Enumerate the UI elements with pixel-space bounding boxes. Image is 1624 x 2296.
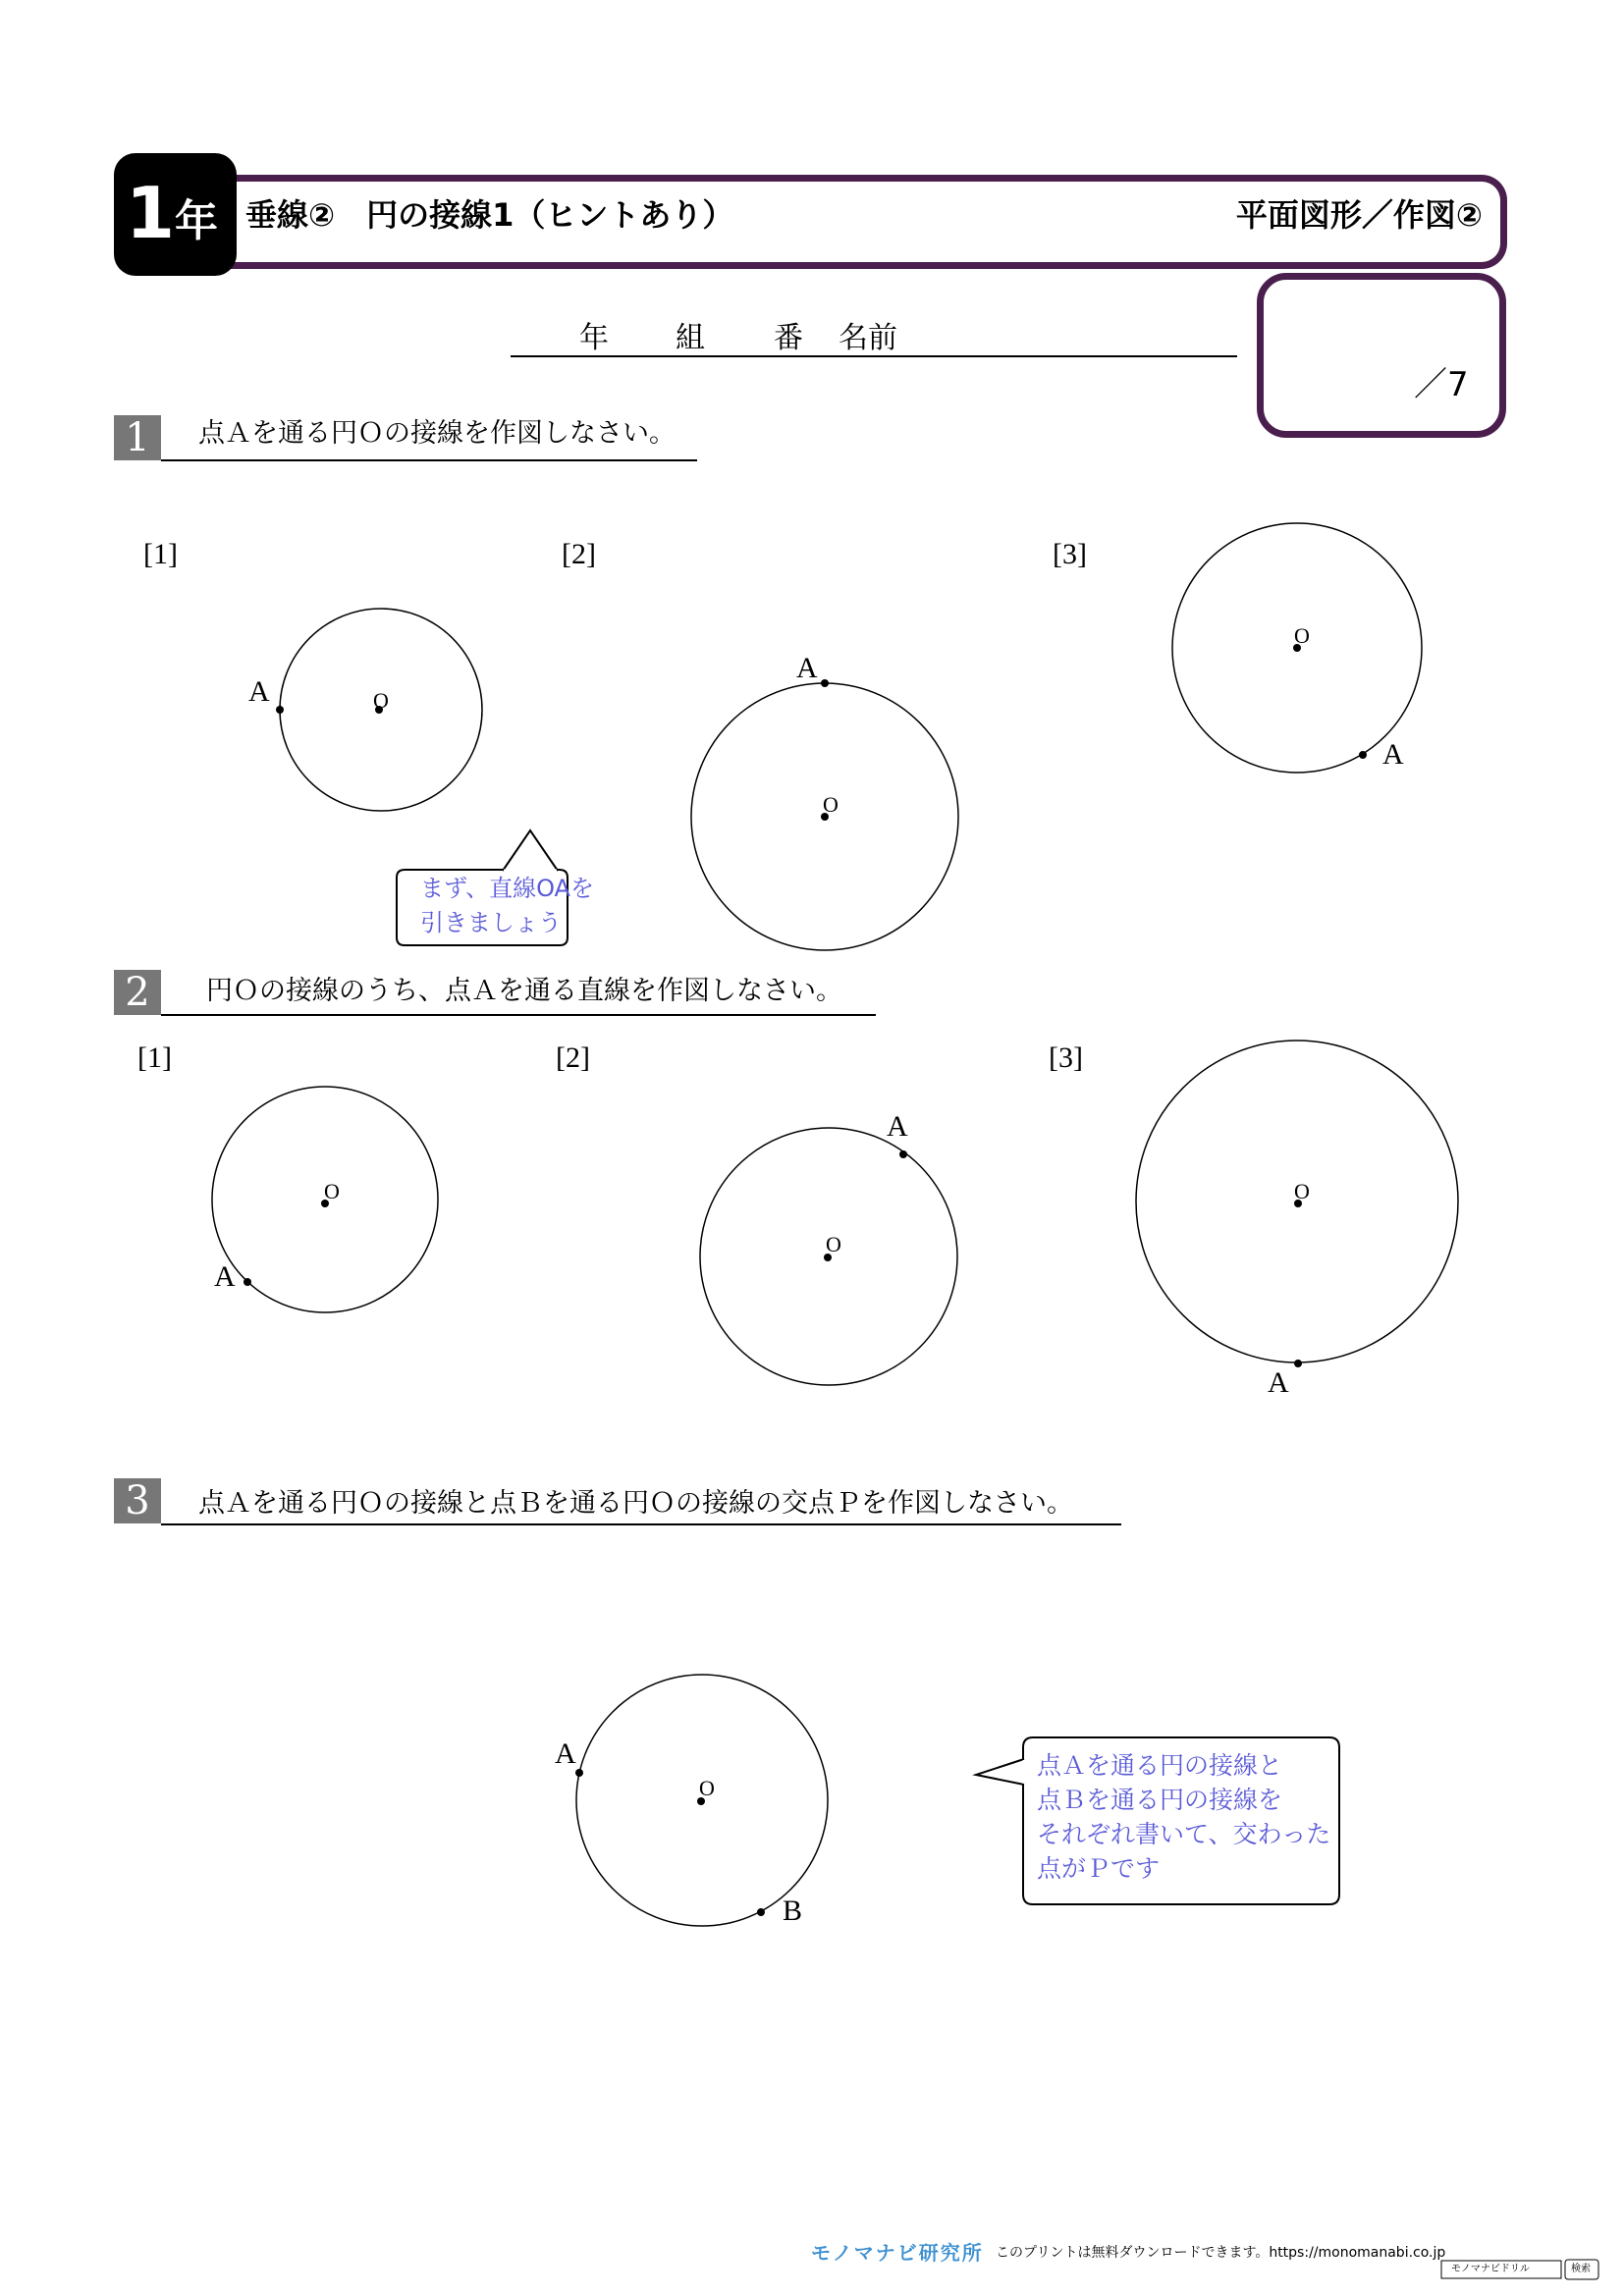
s1-2-point-a-dot bbox=[821, 679, 829, 687]
footer-brand-logo: モノマナビ研究所 bbox=[811, 2241, 984, 2265]
hint-1-text: まず、直線OAを 引きましょう bbox=[420, 875, 594, 936]
s1-item-2-label: [2] bbox=[562, 538, 596, 570]
hint-2-text: 点Ａを通る円の接線と 点Ｂを通る円の接線を それぞれ書いて、交わった 点がＰです bbox=[1037, 1751, 1331, 1883]
section-2-number: 2 bbox=[114, 970, 161, 1015]
hint-bubble-1-tail bbox=[503, 830, 558, 871]
s1-2-center-label: O bbox=[823, 792, 839, 817]
s2-2-center-label: O bbox=[826, 1232, 841, 1256]
s3-point-b-label: B bbox=[783, 1895, 803, 1927]
s2-2-point-a-dot bbox=[899, 1150, 907, 1158]
footer-search-button-text: 検索 bbox=[1571, 2264, 1591, 2274]
s1-1-point-label: A bbox=[248, 675, 270, 708]
number-label: 番 bbox=[774, 321, 803, 355]
s2-item-2-label: [2] bbox=[556, 1041, 590, 1074]
score-total: ／7 bbox=[1414, 365, 1469, 404]
s3-point-b-dot bbox=[757, 1908, 765, 1916]
s1-item-1-label: [1] bbox=[143, 538, 178, 570]
name-label: 名前 bbox=[839, 321, 897, 355]
s2-1-point-label: A bbox=[214, 1260, 236, 1293]
s2-3-point-a-dot bbox=[1294, 1360, 1302, 1367]
section-1-number: 1 bbox=[114, 415, 161, 460]
s1-1-center-label: O bbox=[373, 688, 389, 713]
class-label: 組 bbox=[676, 321, 705, 355]
hint-bubble-2-tail bbox=[976, 1759, 1024, 1785]
s2-1-center-label: O bbox=[324, 1179, 340, 1203]
section-1-instruction: 点Ａを通る円Ｏの接線を作図しなさい。 bbox=[198, 418, 676, 449]
s2-2-point-label: A bbox=[887, 1110, 908, 1143]
s1-2-point-label: A bbox=[796, 652, 818, 684]
worksheet-title: 垂線② 円の接線1（ヒントあり） bbox=[245, 196, 734, 234]
s2-item-3-label: [3] bbox=[1049, 1041, 1083, 1074]
s3-point-a-label: A bbox=[555, 1737, 576, 1770]
s1-3-point-label: A bbox=[1382, 738, 1404, 771]
s3-point-a-dot bbox=[575, 1769, 583, 1777]
s3-center-label: O bbox=[699, 1776, 715, 1800]
section-3-instruction: 点Ａを通る円Ｏの接線と点Ｂを通る円Ｏの接線の交点Ｐを作図しなさい。 bbox=[198, 1488, 1073, 1519]
s1-3-point-a-dot bbox=[1359, 751, 1367, 759]
footer-download-text: このプリントは無料ダウンロードできます。https://monomanabi.co.jp bbox=[996, 2245, 1446, 2261]
s1-1-point-a-dot bbox=[276, 706, 284, 714]
s1-3-center-label: O bbox=[1294, 623, 1310, 648]
grade-kanji: 年 bbox=[175, 196, 218, 246]
year-label: 年 bbox=[579, 321, 609, 355]
section-3-number: 3 bbox=[114, 1478, 161, 1523]
section-2-instruction: 円Ｏの接線のうち、点Ａを通る直線を作図しなさい。 bbox=[206, 976, 842, 1006]
worksheet-category: 平面図形／作図② bbox=[1235, 196, 1483, 234]
grade-number: 1 bbox=[126, 172, 176, 254]
footer-search-box-text: モノマナビドリル bbox=[1451, 2264, 1530, 2274]
s2-3-point-label: A bbox=[1268, 1366, 1289, 1399]
s2-item-1-label: [1] bbox=[137, 1041, 172, 1074]
s1-item-3-label: [3] bbox=[1053, 538, 1087, 570]
s2-1-point-a-dot bbox=[244, 1278, 251, 1286]
s2-3-center-label: O bbox=[1294, 1179, 1310, 1203]
